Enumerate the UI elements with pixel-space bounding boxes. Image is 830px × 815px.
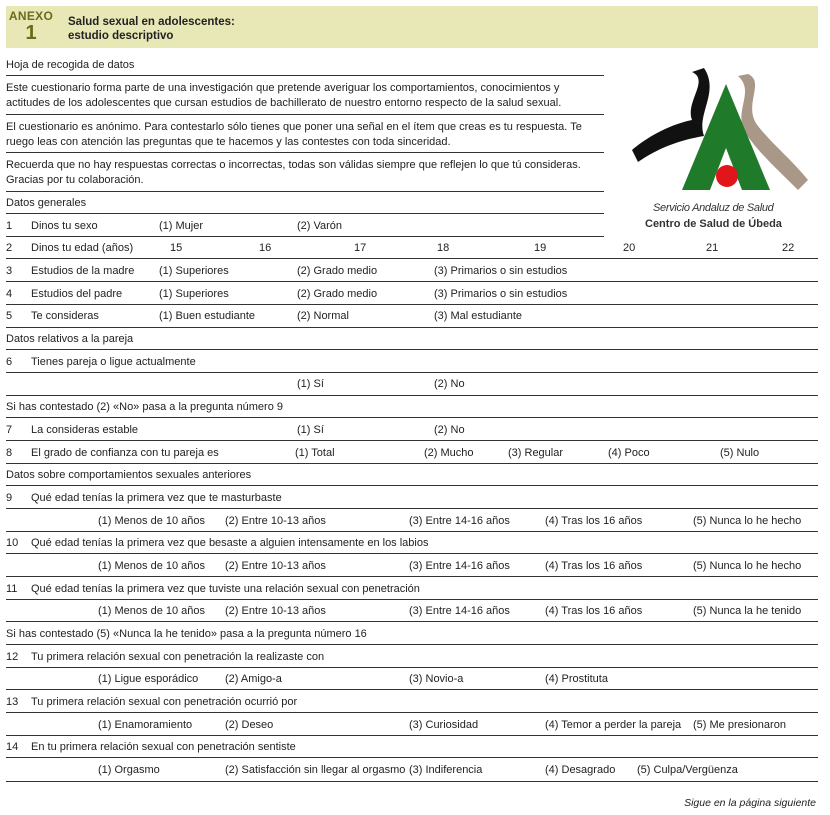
logo-caption-2: Centro de Salud de Úbeda [645, 218, 782, 230]
answer-option[interactable]: 22 [782, 242, 795, 254]
answer-option[interactable]: (2) Amigo-a [225, 673, 282, 685]
divider [6, 304, 818, 305]
answer-option[interactable]: (4) Tras los 16 años [545, 560, 643, 572]
annex-number: 1 [25, 22, 37, 44]
divider [6, 372, 818, 373]
answer-option[interactable]: (4) Tras los 16 años [545, 515, 643, 527]
divider [6, 531, 818, 532]
answer-option[interactable]: (2) Entre 10-13 años [225, 605, 326, 617]
question-text: Tu primera relación sexual con penetración la realizaste con [31, 651, 325, 663]
divider [6, 75, 604, 76]
divider [6, 236, 604, 237]
answer-option[interactable]: (2) Grado medio [297, 288, 378, 300]
answer-option[interactable]: (5) Nunca lo he hecho [693, 560, 802, 572]
section-couple-data: Datos relativos a la pareja [6, 333, 134, 345]
question-text: Qué edad tenías la primera vez que tuviste una relación sexual con penetración [31, 583, 420, 595]
form-heading: Hoja de recogida de datos [6, 59, 135, 71]
answer-option[interactable]: (3) Primarios o sin estudios [434, 288, 568, 300]
answer-option[interactable]: (1) Menos de 10 años [98, 560, 206, 572]
intro-paragraph-1-line1: Este cuestionario forma parte de una investigación que pretende averiguar los comportamientos, conocimientos y [6, 82, 560, 94]
question-number: 8 [6, 447, 13, 459]
answer-option[interactable]: (1) Mujer [159, 220, 204, 232]
answer-option[interactable]: 21 [706, 242, 719, 254]
question-number: 14 [6, 741, 19, 753]
divider [6, 781, 818, 782]
divider [6, 757, 818, 758]
question-number: 11 [6, 583, 18, 595]
question-number: 1 [6, 220, 13, 232]
question-number: 9 [6, 492, 13, 504]
divider [6, 712, 818, 713]
section-behaviour-data: Datos sobre comportamientos sexuales anteriores [6, 469, 252, 481]
divider [6, 553, 818, 554]
answer-option[interactable]: (2) Entre 10-13 años [225, 515, 326, 527]
question-text: Qué edad tenías la primera vez que besaste a alguien intensamente en los labios [31, 537, 429, 549]
answer-option[interactable]: 19 [534, 242, 547, 254]
logo-red-dot [716, 165, 738, 187]
divider [6, 417, 818, 418]
section-general-data: Datos generales [6, 197, 87, 209]
divider [6, 395, 818, 396]
divider [6, 327, 818, 328]
answer-option[interactable]: (3) Entre 14-16 años [409, 560, 510, 572]
answer-option[interactable]: (2) No [434, 378, 465, 390]
question-text: Tu primera relación sexual con penetración ocurrió por [31, 696, 298, 708]
divider [6, 667, 818, 668]
divider [6, 621, 818, 622]
answer-option[interactable]: (2) Deseo [225, 719, 274, 731]
question-text: Qué edad tenías la primera vez que te masturbaste [31, 492, 282, 504]
answer-option[interactable]: (2) Entre 10-13 años [225, 560, 326, 572]
answer-option[interactable]: (3) Regular [508, 447, 564, 459]
answer-option[interactable]: (1) Sí [297, 378, 324, 390]
divider [6, 114, 604, 115]
answer-option[interactable]: (4) Tras los 16 años [545, 605, 643, 617]
intro-paragraph-1-line2: actitudes de los adolescentes que cursan estudios de bachillerato de nuestro entorno respecto de la salud sexual. [6, 97, 562, 109]
divider [6, 644, 818, 645]
divider [6, 508, 818, 509]
answer-option[interactable]: (4) Temor a perder la pareja [545, 719, 682, 731]
answer-option[interactable]: (1) Ligue esporádico [98, 673, 199, 685]
answer-option[interactable]: (2) Varón [297, 220, 343, 232]
answer-option[interactable]: (3) Curiosidad [409, 719, 479, 731]
page-title-line2: estudio descriptivo [68, 30, 174, 42]
question-text: Dinos tu edad (años) [31, 242, 134, 254]
answer-option[interactable]: (1) Menos de 10 años [98, 515, 206, 527]
question-text: Dinos tu sexo [31, 220, 98, 232]
question-number: 3 [6, 265, 13, 277]
answer-option[interactable]: (4) Prostituta [545, 673, 608, 685]
divider [6, 440, 818, 441]
answer-option[interactable]: (2) Satisfacción sin llegar al orgasmo [225, 764, 406, 776]
answer-option[interactable]: (3) Primarios o sin estudios [434, 265, 568, 277]
annex-label: ANEXO [8, 9, 54, 23]
question-text: El grado de confianza con tu pareja es [31, 447, 219, 459]
answer-option[interactable]: (1) Menos de 10 años [98, 605, 206, 617]
answer-option[interactable]: (4) Desagrado [545, 764, 616, 776]
answer-option[interactable]: (1) Total [295, 447, 335, 459]
answer-option[interactable]: (3) Entre 14-16 años [409, 605, 510, 617]
page-title [68, 15, 235, 43]
question-number: 10 [6, 537, 19, 549]
question-number: 4 [6, 288, 13, 300]
logo-black-stripe [632, 68, 710, 162]
answer-option[interactable]: 17 [354, 242, 367, 254]
divider [6, 213, 604, 214]
question-number: 12 [6, 651, 19, 663]
question-text: Estudios del padre [31, 288, 123, 300]
answer-option[interactable]: (5) Nulo [720, 447, 760, 459]
intro-paragraph-3-line1: Recuerda que no hay respuestas correctas o incorrectas, todas son válidas siempre que reflejen lo que tú consideras. [6, 159, 581, 171]
answer-option[interactable]: 15 [170, 242, 183, 254]
divider [6, 152, 604, 153]
intro-paragraph-3-line2: Gracias por tu colaboración. [6, 174, 144, 186]
question-text: Tienes pareja o ligue actualmente [31, 356, 196, 368]
skip-instruction: Si has contestado (2) «No» pasa a la pregunta número 9 [6, 401, 284, 413]
answer-option[interactable]: (2) Normal [297, 310, 349, 322]
answer-option[interactable]: (2) Grado medio [297, 265, 378, 277]
answer-option[interactable]: (3) Mal estudiante [434, 310, 523, 322]
divider [6, 599, 818, 600]
answer-option[interactable]: (5) Nunca la he tenido [693, 605, 802, 617]
page-title-line1: Salud sexual en adolescentes: [68, 16, 235, 28]
divider [6, 349, 818, 350]
divider [6, 735, 818, 736]
divider [6, 191, 604, 192]
logo-caption-1: Servicio Andaluz de Salud [653, 202, 774, 214]
answer-option[interactable]: (5) Culpa/Vergüenza [637, 764, 738, 776]
divider [6, 485, 818, 486]
answer-option[interactable]: (5) Me presionaron [693, 719, 786, 731]
question-number: 6 [6, 356, 13, 368]
divider [6, 463, 818, 464]
answer-option[interactable]: (1) Superiores [159, 265, 229, 277]
question-text: Te consideras [31, 310, 99, 322]
answer-option[interactable]: (2) No [434, 424, 465, 436]
continue-note: Sigue en la página siguiente [684, 797, 816, 809]
answer-option[interactable]: (2) Mucho [424, 447, 474, 459]
divider [6, 281, 818, 282]
answer-option[interactable]: (1) Sí [297, 424, 324, 436]
answer-option[interactable]: (1) Superiores [159, 288, 229, 300]
annex-header [6, 6, 818, 48]
question-number: 13 [6, 696, 19, 708]
question-number: 2 [6, 242, 13, 254]
divider [6, 689, 818, 690]
answer-option[interactable]: 18 [437, 242, 450, 254]
skip-instruction: Si has contestado (5) «Nunca la he tenido» pasa a la pregunta número 16 [6, 628, 367, 640]
intro-paragraph-2-line2: ruego leas con atención las preguntas que te hacemos y las contestes con toda sinceridad. [6, 136, 451, 148]
answer-option[interactable]: (5) Nunca lo he hecho [693, 515, 802, 527]
answer-option[interactable]: 16 [259, 242, 272, 254]
answer-option[interactable]: (3) Novio-a [409, 673, 464, 685]
question-text: En tu primera relación sexual con penetración sentiste [31, 741, 296, 753]
answer-option[interactable]: (1) Buen estudiante [159, 310, 256, 322]
question-text: Estudios de la madre [31, 265, 135, 277]
divider [6, 258, 818, 259]
answer-option[interactable]: 20 [623, 242, 636, 254]
question-number: 7 [6, 424, 13, 436]
question-text: La consideras estable [31, 424, 139, 436]
intro-paragraph-2-line1: El cuestionario es anónimo. Para contestarlo sólo tienes que poner una señal en el ítem que creas es tu respuesta. Te [6, 121, 582, 133]
divider [6, 576, 818, 577]
answer-option[interactable]: (4) Poco [608, 447, 650, 459]
answer-option[interactable]: (1) Orgasmo [98, 764, 160, 776]
answer-option[interactable]: (3) Indiferencia [409, 764, 483, 776]
question-number: 5 [6, 310, 13, 322]
answer-option[interactable]: (3) Entre 14-16 años [409, 515, 510, 527]
answer-option[interactable]: (1) Enamoramiento [98, 719, 193, 731]
